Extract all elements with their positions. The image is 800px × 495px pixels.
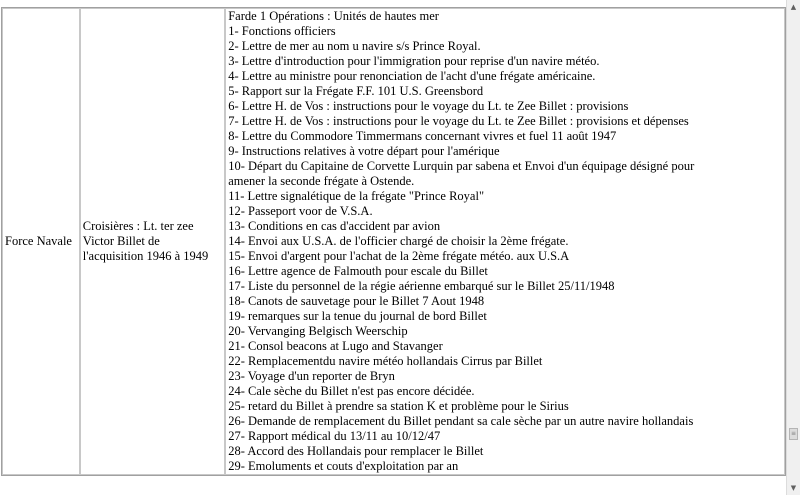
list-item: 25- retard du Billet à prendre sa station K et problème pour le Sirius	[228, 399, 569, 413]
list-item: 28- Accord des Hollandais pour remplacer le Billet	[228, 444, 484, 458]
list-item: 26- Demande de remplacement du Billet pendant sa cale sèche par un autre navire hollandais	[228, 414, 694, 428]
list-item: 10- Départ du Capitaine de Corvette Lurquin par sabena et Envoi d'un équipage désigné pour	[228, 159, 695, 173]
list-item: 15- Envoi d'argent pour l'achat de la 2ème frégate météo. aux U.S.A	[228, 249, 570, 263]
subject-cell: Croisières : Lt. ter zee Victor Billet de l'acquisition 1946 à 1949	[80, 8, 225, 475]
list-item: 12- Passeport voor de V.S.A.	[228, 204, 373, 218]
list-item: 8- Lettre du Commodore Timmermans concernant vivres et fuel 11 août 1947	[228, 129, 617, 143]
list-item: 19- remarques sur la tenue du journal de bord Billet	[228, 309, 487, 323]
list-item: 11- Lettre signalétique de la frégate "Prince Royal"	[228, 189, 485, 203]
folder-title: Farde 1 Opérations : Unités de hautes mer	[228, 9, 439, 23]
list-item: 5- Rapport sur la Frégate F.F. 101 U.S. Greensbord	[228, 84, 484, 98]
list-item: amener la seconde frégate à Ostende.	[228, 174, 415, 188]
list-item: 7- Lettre H. de Vos : instructions pour le voyage du Lt. te Zee Billet : provisions et dépenses	[228, 114, 689, 128]
list-item: 29- Emoluments et couts d'exploitation par an	[228, 459, 459, 473]
list-item: 22- Remplacementdu navire météo hollandais Cirrus par Billet	[228, 354, 543, 368]
list-item: 13- Conditions en cas d'accident par avion	[228, 219, 441, 233]
item-list	[228, 24, 782, 474]
list-item: 2- Lettre de mer au nom u navire s/s Prince Royal.	[228, 39, 481, 53]
table-row	[2, 8, 785, 475]
scroll-thumb[interactable]	[789, 428, 798, 440]
list-item: 1- Fonctions officiers	[228, 24, 336, 38]
grip-icon: ≡	[790, 430, 797, 437]
list-item: 21- Consol beacons at Lugo and Stavanger	[228, 339, 443, 353]
list-item: 20- Vervanging Belgisch Weerschip	[228, 324, 408, 338]
list-item: 4- Lettre au ministre pour renonciation de l'acht d'une frégate américaine.	[228, 69, 596, 83]
list-item: 24- Cale sèche du Billet n'est pas encore décidée.	[228, 384, 475, 398]
contents-cell	[225, 8, 785, 475]
list-item: 18- Canots de sauvetage pour le Billet 7 Aout 1948	[228, 294, 485, 308]
scroll-up-arrow-icon[interactable]: ▲	[790, 3, 797, 11]
category-cell: Force Navale	[2, 8, 80, 475]
list-item: 17- Liste du personnel de la régie aérienne embarqué sur le Billet 25/11/1948	[228, 279, 615, 293]
list-item: 16- Lettre agence de Falmouth pour escale du Billet	[228, 264, 488, 278]
list-item: 14- Envoi aux U.S.A. de l'officier chargé de choisir la 2ème frégate.	[228, 234, 569, 248]
vertical-scrollbar[interactable]	[786, 0, 800, 495]
scroll-down-arrow-icon[interactable]: ▼	[790, 484, 797, 492]
inventory-table	[1, 7, 786, 476]
list-item: 27- Rapport médical du 13/11 au 10/12/47	[228, 429, 441, 443]
list-item: 23- Voyage d'un reporter de Bryn	[228, 369, 395, 383]
list-item: 3- Lettre d'introduction pour l'immigration pour reprise d'un navire météo.	[228, 54, 600, 68]
list-item: 9- Instructions relatives à votre départ pour l'amérique	[228, 144, 500, 158]
list-item: 6- Lettre H. de Vos : instructions pour le voyage du Lt. te Zee Billet : provisions	[228, 99, 629, 113]
